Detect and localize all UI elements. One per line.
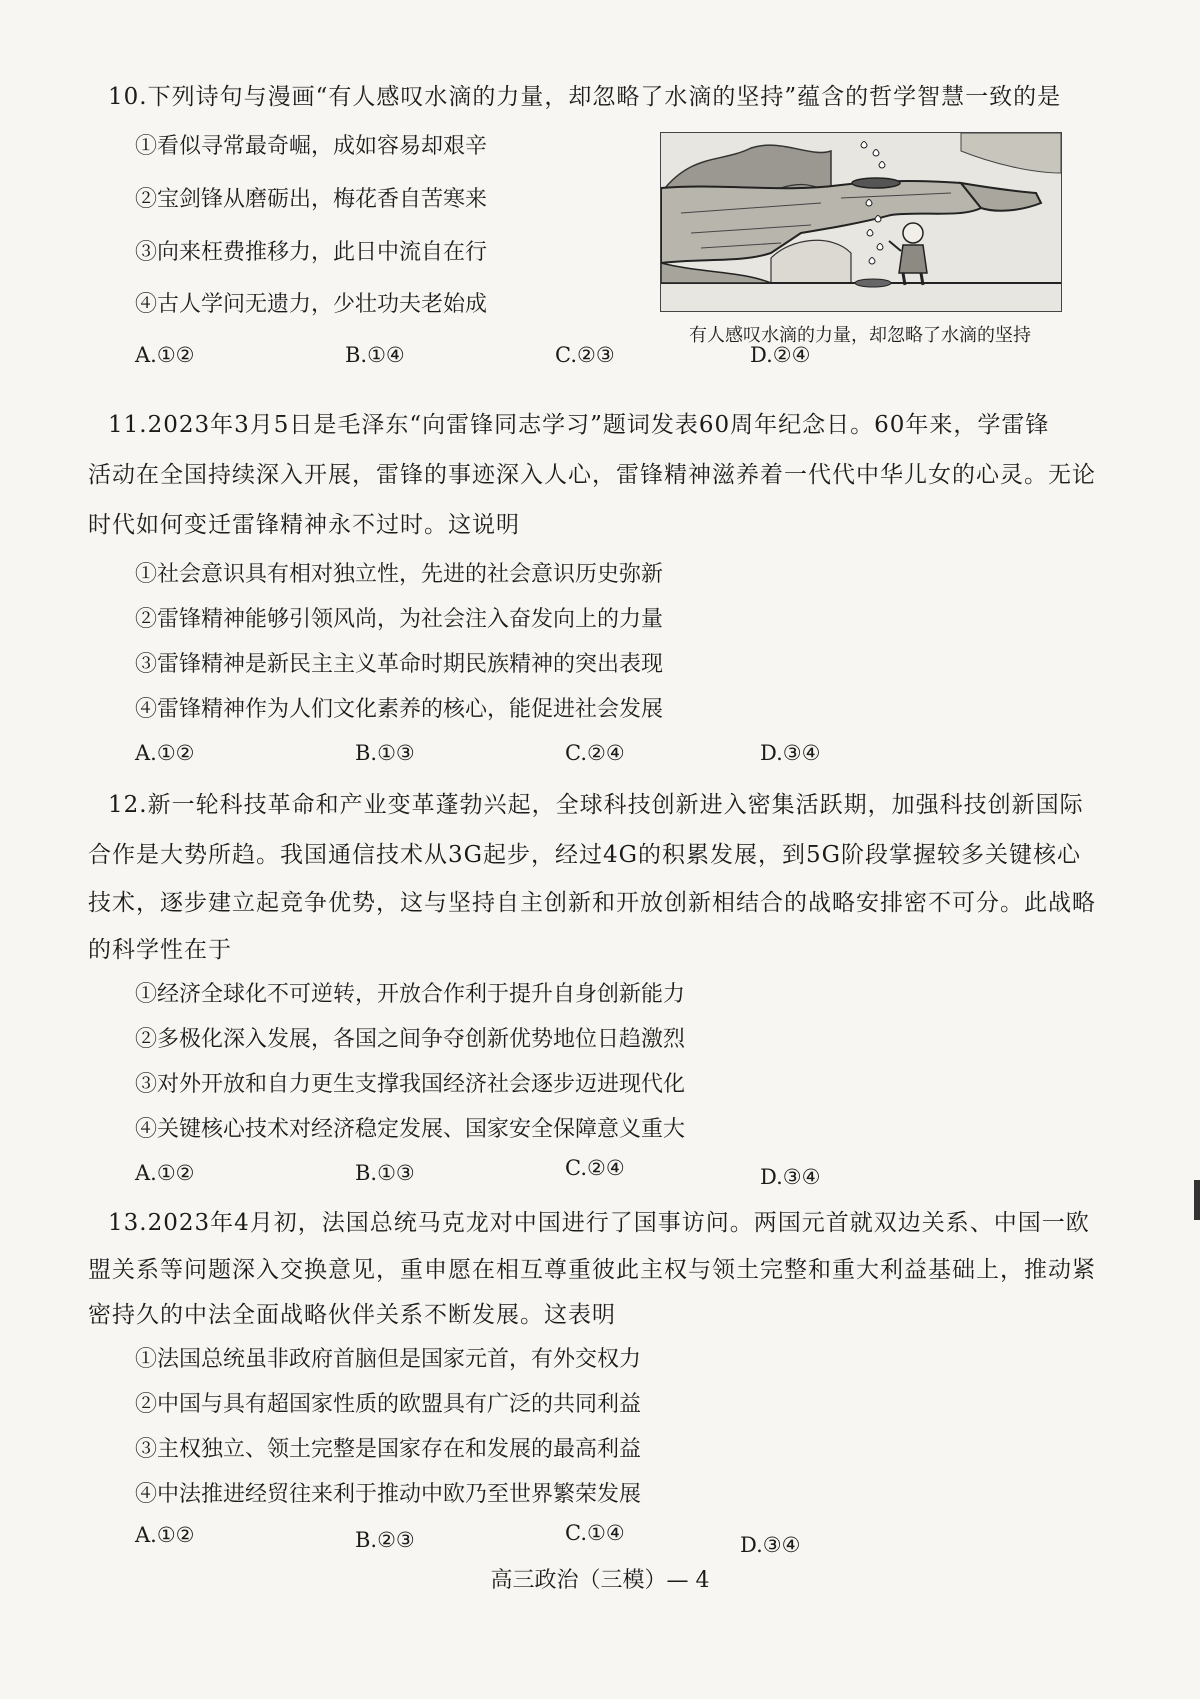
scan-edge-mark bbox=[1194, 1180, 1200, 1220]
q12-item-3: ③对外开放和自力更生支撑我国经济社会逐步迈进现代化 bbox=[135, 1072, 686, 1097]
q12-stem-line-3: 技术，逐步建立起竞争优势，这与坚持自主创新和开放创新相结合的战略安排密不可分。此战略 bbox=[88, 890, 1096, 916]
q10-choice-b: B.①④ bbox=[345, 343, 405, 367]
q10-choice-a: A.①② bbox=[135, 343, 195, 367]
q12-choice-c: C.②④ bbox=[565, 1156, 625, 1180]
q12-choice-a: A.①② bbox=[135, 1161, 195, 1185]
q12-stem-line-2: 合作是大势所趋。我国通信技术从3G起步，经过4G的积累发展，到5G阶段掌握较多关键核心 bbox=[88, 842, 1082, 868]
q13-item-1: ①法国总统虽非政府首脑但是国家元首，有外交权力 bbox=[135, 1347, 642, 1372]
q13-choice-d: D.③④ bbox=[740, 1533, 801, 1557]
q13-item-4: ④中法推进经贸往来利于推动中欧乃至世界繁荣发展 bbox=[135, 1482, 642, 1507]
q13-item-2: ②中国与具有超国家性质的欧盟具有广泛的共同利益 bbox=[135, 1392, 642, 1417]
q11-choice-a: A.①② bbox=[135, 741, 195, 765]
page-footer: 高三政治（三模）— 4 bbox=[490, 1568, 710, 1593]
q11-stem-line-2: 活动在全国持续深入开展，雷锋的事迹深入人心，雷锋精神滋养着一代代中华儿女的心灵。无论 bbox=[88, 462, 1096, 488]
q11-choice-d: D.③④ bbox=[760, 741, 821, 765]
q13-stem-line-3: 密持久的中法全面战略伙伴关系不断发展。这表明 bbox=[88, 1302, 616, 1328]
q11-item-4: ④雷锋精神作为人们文化素养的核心，能促进社会发展 bbox=[135, 697, 664, 722]
cartoon-caption: 有人感叹水滴的力量，却忽略了水滴的坚持 bbox=[689, 325, 1031, 345]
q13-choice-b: B.②③ bbox=[355, 1528, 415, 1552]
q12-choice-d: D.③④ bbox=[760, 1165, 821, 1189]
q10-item-3: ③向来枉费推移力，此日中流自在行 bbox=[135, 240, 488, 265]
q10-stem: 10.下列诗句与漫画“有人感叹水滴的力量，却忽略了水滴的坚持”蕴含的哲学智慧一致的是 bbox=[108, 84, 1062, 110]
q11-item-3: ③雷锋精神是新民主主义革命时期民族精神的突出表现 bbox=[135, 652, 664, 677]
q13-choice-c: C.①④ bbox=[565, 1521, 625, 1545]
q11-choice-b: B.①③ bbox=[355, 741, 415, 765]
q10-choice-d: D.②④ bbox=[750, 343, 811, 367]
q10-item-1: ①看似寻常最奇崛，成如容易却艰辛 bbox=[135, 134, 488, 159]
water-drop-cartoon bbox=[660, 132, 1062, 312]
q13-item-3: ③主权独立、领土完整是国家存在和发展的最高利益 bbox=[135, 1437, 642, 1462]
q11-stem-line-1: 11.2023年3月5日是毛泽东“向雷锋同志学习”题词发表60周年纪念日。60年来，学雷锋 bbox=[108, 412, 1050, 438]
q12-stem-line-4: 的科学性在于 bbox=[88, 937, 232, 963]
q12-item-2: ②多极化深入发展，各国之间争夺创新优势地位日趋激烈 bbox=[135, 1027, 686, 1052]
q13-stem-line-1: 13.2023年4月初，法国总统马克龙对中国进行了国事访问。两国元首就双边关系、中国一欧 bbox=[108, 1210, 1090, 1236]
cartoon-illustration bbox=[661, 133, 1061, 311]
q10-item-4: ④古人学问无遗力，少壮功夫老始成 bbox=[135, 292, 488, 317]
q12-item-4: ④关键核心技术对经济稳定发展、国家安全保障意义重大 bbox=[135, 1117, 686, 1142]
q13-stem-line-2: 盟关系等问题深入交换意见，重申愿在相互尊重彼此主权与领土完整和重大利益基础上，推动紧 bbox=[88, 1257, 1096, 1283]
q10-item-2: ②宝剑锋从磨砺出，梅花香自苦寒来 bbox=[135, 187, 488, 212]
q11-item-1: ①社会意识具有相对独立性，先进的社会意识历史弥新 bbox=[135, 562, 664, 587]
q12-choice-b: B.①③ bbox=[355, 1161, 415, 1185]
q10-choice-c: C.②③ bbox=[555, 343, 615, 367]
q12-stem-line-1: 12.新一轮科技革命和产业变革蓬勃兴起，全球科技创新进入密集活跃期，加强科技创新国际 bbox=[108, 792, 1084, 818]
q11-stem-line-3: 时代如何变迁雷锋精神永不过时。这说明 bbox=[88, 512, 520, 538]
q11-choice-c: C.②④ bbox=[565, 741, 625, 765]
q12-item-1: ①经济全球化不可逆转，开放合作利于提升自身创新能力 bbox=[135, 982, 686, 1007]
q13-choice-a: A.①② bbox=[135, 1523, 195, 1547]
q11-item-2: ②雷锋精神能够引领风尚，为社会注入奋发向上的力量 bbox=[135, 607, 664, 632]
